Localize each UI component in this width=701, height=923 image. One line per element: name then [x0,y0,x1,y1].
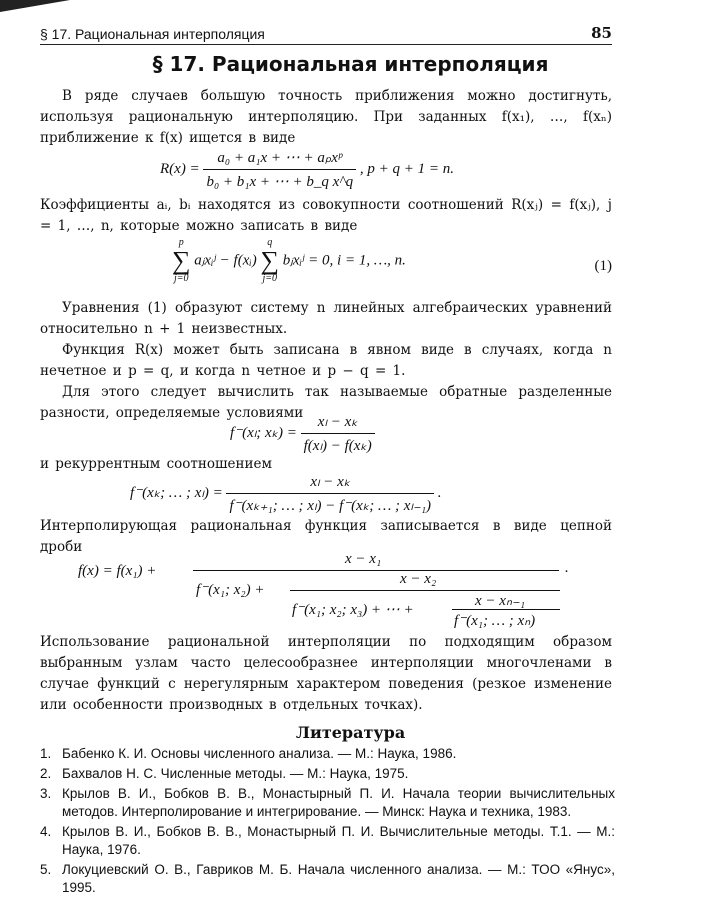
literature-item-number: 3. [40,786,52,801]
cf-numerator-3: x − xₙ₋₁ [475,593,526,609]
sum-operator [260,238,279,284]
cf-fraction-bar [193,570,559,571]
formula-system [172,238,406,284]
fraction-numerator: xₗ − xₖ [301,412,375,434]
formula-lhs: f⁻(xₖ; … ; xₗ) = [130,484,223,501]
fraction-denominator: f⁻(xₖ₊₁; … ; xₗ) − f⁻(xₖ; … ; xₗ₋₁) [229,498,432,514]
paragraph-conclusion: Использование рациональной интерполяции по подходящим образом выбранным узлам часто целесообразнее интерполяции многочленами в случае функций с нерегулярным характером поведения (резкое изменение или особенности производных в отдельных точках). [40,634,612,713]
sigma-icon: ∑ [260,246,280,275]
cf-lhs: f(x) = f(x₁) + [78,563,157,579]
paragraph-system: Уравнения (1) образуют систему n линейных алгебраических уравнений относительно n + 1 неизвестных. [40,300,612,337]
literature-item-text: Крылов В. И., Бобков В. В., Монастырный П. И. Начала теории вычислительных методов. Интерполирование и интегрирование. — Минск: Наука и техника, 1983. [62,786,615,819]
fraction-denominator: b₀ + b₁x + ⋯ + b_q x^q [206,174,354,190]
equation-number: (1) [594,258,612,274]
sum-lower-limit: j=0 [174,273,189,284]
formula-end: bⱼxᵢʲ = 0, i = 1, …, n. [282,252,406,269]
sum-lower-limit: j=0 [262,273,278,284]
cf-fraction-bar [452,609,560,610]
literature-item [40,785,615,821]
cf-numerator-1: x − x₁ [345,551,382,567]
formula-lhs: f⁻(xₗ; xₖ) = [230,424,297,441]
paragraph-continued-fraction: Интерполирующая рациональная функция записывается в виде цепной дроби [40,518,612,555]
formula-rational-form [160,148,454,191]
literature-heading: Литература [295,723,406,742]
formula-end: . [437,484,442,501]
literature-item-text: Бахвалов Н. С. Численные методы. — М.: Наука, 1975. [62,766,409,781]
literature-list [40,745,615,899]
literature-item-text: Локуциевский О. В., Гавриков М. Б. Начала численного анализа. — М.: ТОО «Янус», 1995. [62,862,615,895]
paragraph-coefficients: Коэффициенты aᵢ, bᵢ находятся из совокупности соотношений R(xⱼ) = f(xⱼ), j = 1, …, n, которые можно записать в виде [40,197,612,234]
scan-corner-mark [0,0,70,14]
cf-denominator-3: f⁻(x₁; … ; xₙ) [454,613,536,629]
page-number: 85 [591,24,612,42]
paragraph-inverse-differences: Для этого следует вычислить так называемые обратные разделенные разности, определяемые условиями [40,384,612,421]
sum-operator [172,238,191,284]
literature-item-number: 5. [40,862,52,877]
paragraph-explicit: Функция R(x) может быть записана в явном виде в случаях, когда n нечетное и p = q, и когда n четное и p − q = 1. [40,342,612,379]
formula-middle: aⱼxᵢʲ − f(xᵢ) [194,252,257,269]
cf-numerator-2: x − x₂ [400,571,437,587]
literature-item-number: 2. [40,766,52,781]
literature-item-number: 1. [40,746,52,761]
literature-item [40,861,615,897]
cf-denominator-1: f⁻(x₁; x₂) + [196,582,265,598]
sigma-icon: ∑ [172,246,191,275]
fraction-numerator: xₗ − xₖ [226,472,434,494]
fraction [226,472,434,515]
literature-item [40,823,615,859]
fraction-numerator: a₀ + a₁x + ⋯ + aₚxᵖ [203,148,356,170]
running-head-title: § 17. Рациональная интерполяция [40,26,265,42]
formula-recurrence [130,472,442,515]
formula-lhs: R(x) = [160,160,200,177]
cf-end: . [565,560,569,576]
running-head [40,26,612,45]
paragraph-recurrence: и рекуррентным соотношением [40,456,273,472]
cf-denominator-2: f⁻(x₁; x₂; x₃) + ⋯ + [292,602,414,618]
literature-item [40,745,615,763]
paragraph-intro: В ряде случаев большую точность приближения можно достигнуть, используя рациональную интерполяцию. При заданных f(x₁), …, f(xₙ) приближение к f(x) ищется в виде [40,88,612,146]
sum-upper-limit: q [267,237,273,248]
literature-item-number: 4. [40,824,52,839]
section-title: § 17. Рациональная интерполяция [152,52,549,76]
fraction-denominator: f(xₗ) − f(xₖ) [303,438,372,454]
formula-condition: , p + q + 1 = n. [359,160,455,177]
literature-item-text: Бабенко К. И. Основы численного анализа. — М.: Наука, 1986. [62,746,457,761]
formula-inverse-difference [230,412,375,455]
fraction [301,412,375,455]
literature-item [40,765,615,783]
literature-item-text: Крылов В. И., Бобков В. В., Монастырный П. И. Вычислительные методы. Т.1. — М.: Наука, 1976. [62,824,615,857]
fraction [203,148,356,191]
sum-upper-limit: p [178,237,184,248]
